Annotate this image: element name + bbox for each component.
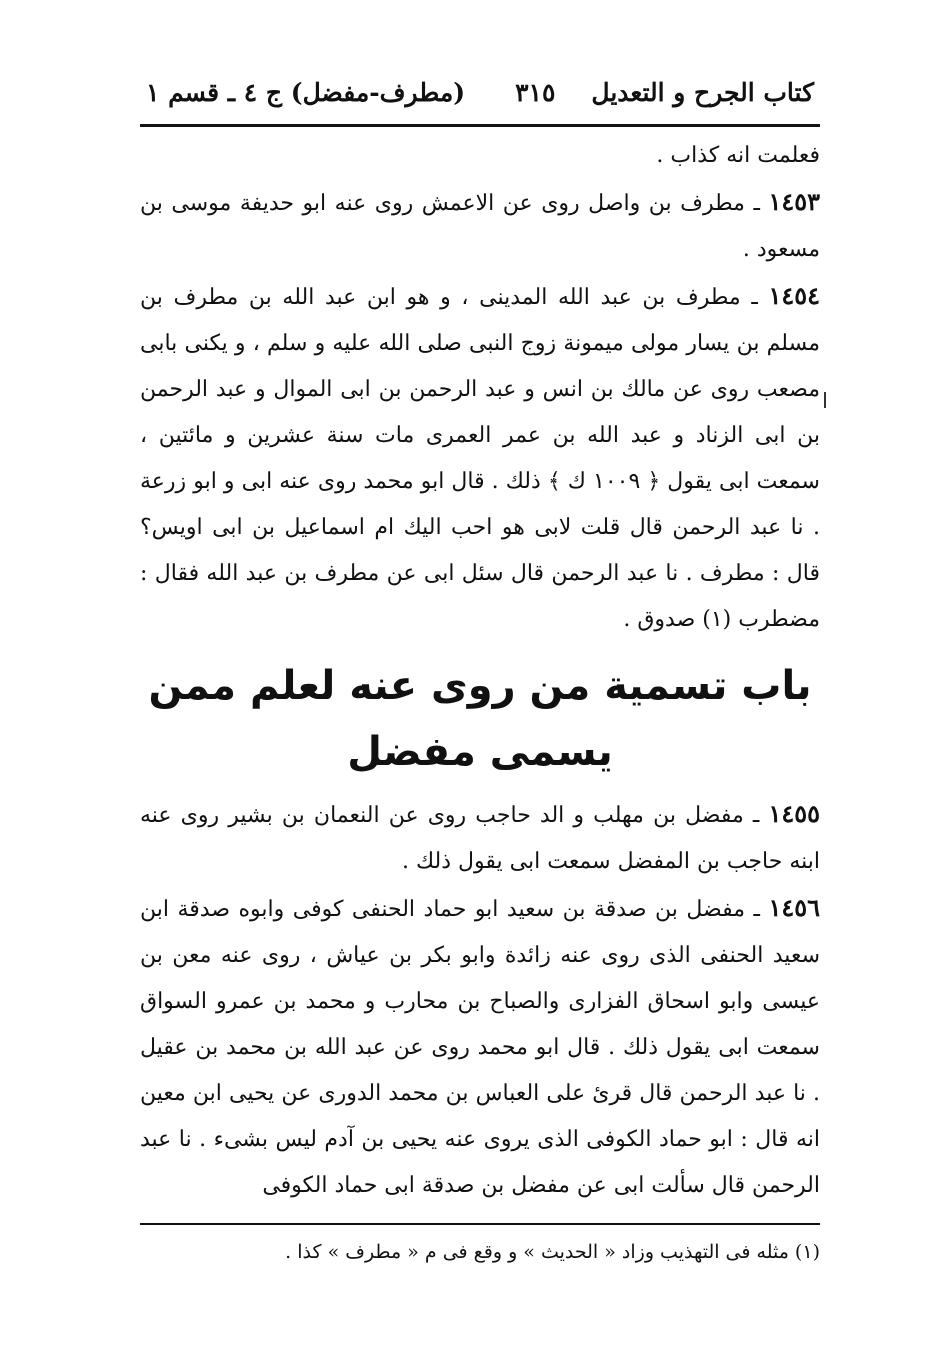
entry-text: ـ مفضل بن صدقة بن سعيد ابو حماد الحنفى كوفى وابوه صدقة ابن سعيد الحنفى الذى روى عنه زائدة وابو بكر بن عياش ، روى عنه معن بن عيسى وابو اسحاق الفزارى والصباح بن محارب و محمد بن عمرو السواق سمعت ابى يقول ذلك . قال ابو محمد روى عن عبد الله بن محمد بن عقيل . نا عبد الرحمن قال قرئ على العباس بن محمد الدورى عن يحيى ابن معين انه قال : ابو حماد الكوفى الذى يروى عنه يحيى بن آدم ليس بشىء . نا عبد الرحمن قال سألت ابى عن مفضل بن صدقة ابى حماد الكوفى [140, 897, 820, 1198]
section-heading-line1: باب تسمية من روى عنه لعلم ممن [148, 663, 812, 709]
body-text-2 [140, 791, 820, 1209]
header-right [515, 70, 814, 116]
entry-text: ـ مطرف بن عبد الله المدينى ، و هو ابن عبد الله بن مطرف بن مسلم بن يسار مولى ميمونة زوج النبى صلى الله عليه و سلم ، و يكنى بابى مصعب روى عن مالك بن انس و عبد الرحمن بن ابى الموال و عبد الرحمن بن ابى الزناد و عبد الله بن عمر العمرى مات سنة عشرين و مائتين ، سمعت ابى يقول ﴿ ١٠٠٩ ك ﴾ ذلك . قال ابو محمد روى عنه ابى و ابو زرعة . نا عبد الرحمن قال قلت لابى هو احب اليك ام اسماعيل بن ابى اويس؟ قال : مطرف . نا عبد الرحمن قال سئل ابى عن مطرف بن عبد الله فقال : مضطرب (١) صدوق . [140, 285, 820, 632]
page-header [140, 70, 820, 116]
body-text [140, 133, 820, 643]
footnote-rule [140, 1223, 820, 1225]
entry-text: ـ مفضل بن مهلب و الد حاجب روى عن النعمان بن بشير روى عنه ابنه حاجب بن المفضل سمعت ابى يقول ذلك . [140, 803, 820, 874]
page-number: ٣١٥ [515, 78, 556, 107]
margin-mark [824, 392, 826, 408]
section-heading-line2: يسمى مفضل [347, 729, 613, 775]
entry-text: ـ مطرف بن واصل روى عن الاعمش روى عنه ابو حديفة موسى بن مسعود . [140, 191, 820, 262]
document-page [140, 70, 820, 1269]
entry-1456 [140, 885, 820, 1209]
paragraph-continuation: فعلمت انه كذاب . [656, 143, 820, 168]
section-heading [140, 653, 820, 785]
entry-number: ١٤٥٣ [768, 187, 820, 216]
entry-number: ١٤٥٤ [768, 281, 820, 310]
entry-number: ١٤٥٦ [768, 893, 820, 922]
footnote: (١) مثله فى التهذيب وزاد « الحديث » و وقع فى م « مطرف » كذا . [285, 1241, 820, 1263]
entry-number: ١٤٥٥ [768, 799, 820, 828]
book-title: كتاب الجرح و التعديل [591, 78, 814, 107]
header-rule [140, 124, 820, 127]
entry-1453 [140, 179, 820, 273]
entry-1455 [140, 791, 820, 885]
section-info: (مطرف-مفضل) ج ٤ ـ قسم ١ [146, 78, 466, 107]
entry-1454 [140, 273, 820, 643]
